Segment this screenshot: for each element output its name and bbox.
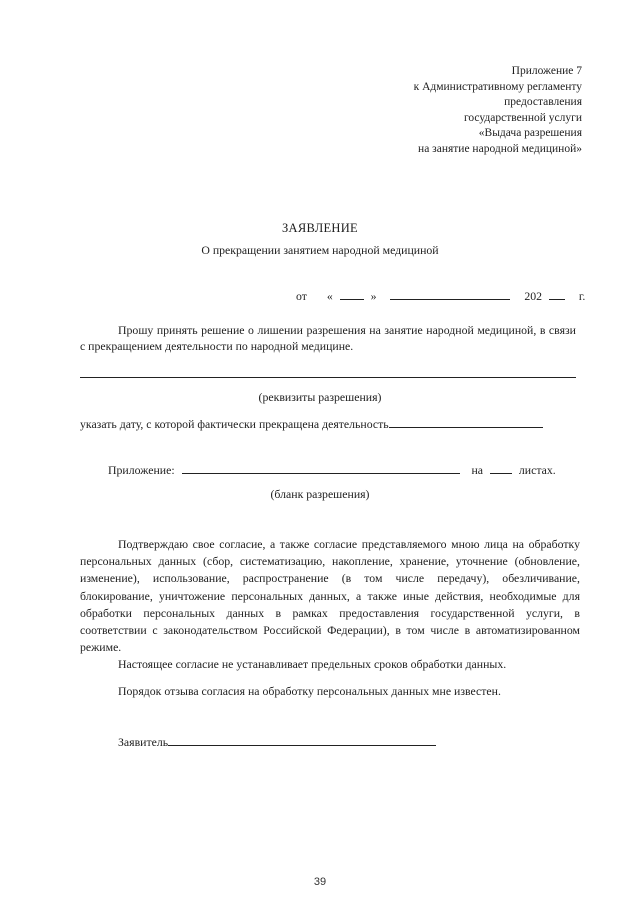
request-text: Прошу принять решение о лишении разрешения на занятие народной медициной, в связи с прекращением деятельности по народной медицине. — [80, 323, 576, 353]
year-suffix: г. — [578, 289, 586, 303]
attachment-line — [108, 462, 556, 478]
signer-label: Заявитель — [118, 735, 169, 749]
document-title: ЗАЯВЛЕНИЕ — [282, 221, 358, 235]
permit-details-caption: (реквизиты разрешения) — [258, 390, 382, 404]
signature-blank-field[interactable] — [168, 734, 436, 746]
note-revoke: Порядок отзыва согласия на обработку персональных данных мне известен. — [118, 684, 501, 698]
appendix-line: государственной услуги — [463, 111, 582, 124]
sheets-count-blank-field[interactable] — [490, 462, 512, 474]
year-prefix: 202 — [524, 289, 543, 303]
consent-paragraph — [80, 536, 580, 656]
month-blank-field[interactable] — [390, 288, 510, 300]
day-blank-field[interactable] — [340, 288, 364, 300]
permit-details-blank-field[interactable] — [80, 377, 576, 378]
date-line — [296, 288, 585, 304]
permit-form-caption: (бланк разрешения) — [270, 487, 370, 501]
attachment-label: Приложение: — [108, 463, 175, 477]
consent-text: Подтверждаю свое согласие, а также согласие представляемого мною лица на обработку персональных данных (сбор, систематизацию, накопление, хранение, уточнение (обновление, изменение), использование, распространение (в том числе передачу), обезличивание, блокирование, уничтожение персональных данных, а также иные действия, необходимые для обработки персональных данных в рамках предоставления государственной услуги, в соответствии с законодательством Российской Федерации), в том числе в автоматизированном режиме. — [80, 537, 580, 655]
note-term: Настоящее согласие не устанавливает предельных сроков обработки данных. — [118, 657, 507, 671]
appendix-line: «Выдача разрешения — [478, 127, 582, 140]
document-subtitle: О прекращении занятием народной медициной — [201, 243, 439, 257]
stop-date-blank-field[interactable] — [389, 416, 543, 428]
appendix-line: Приложение 7 — [511, 65, 582, 77]
attachment-on-label: на — [471, 463, 484, 477]
appendix-line: предоставления — [504, 96, 582, 109]
stop-date-label: указать дату, с которой фактически прекращена деятельность — [80, 417, 389, 431]
request-paragraph — [80, 322, 576, 354]
signer-line — [118, 734, 436, 750]
page-number: 39 — [313, 876, 327, 888]
attachment-blank-field[interactable] — [182, 462, 460, 474]
attachment-sheets-label: листах. — [518, 463, 556, 477]
date-from-label: от — [296, 289, 307, 303]
date-open-quote: « — [326, 289, 333, 303]
year-blank-field[interactable] — [549, 288, 565, 300]
stop-date-line — [80, 416, 543, 432]
appendix-line: на занятие народной медициной» — [418, 142, 582, 155]
appendix-line: к Административному регламенту — [413, 80, 582, 93]
appendix-header — [414, 64, 582, 158]
date-close-quote: » — [370, 289, 377, 303]
